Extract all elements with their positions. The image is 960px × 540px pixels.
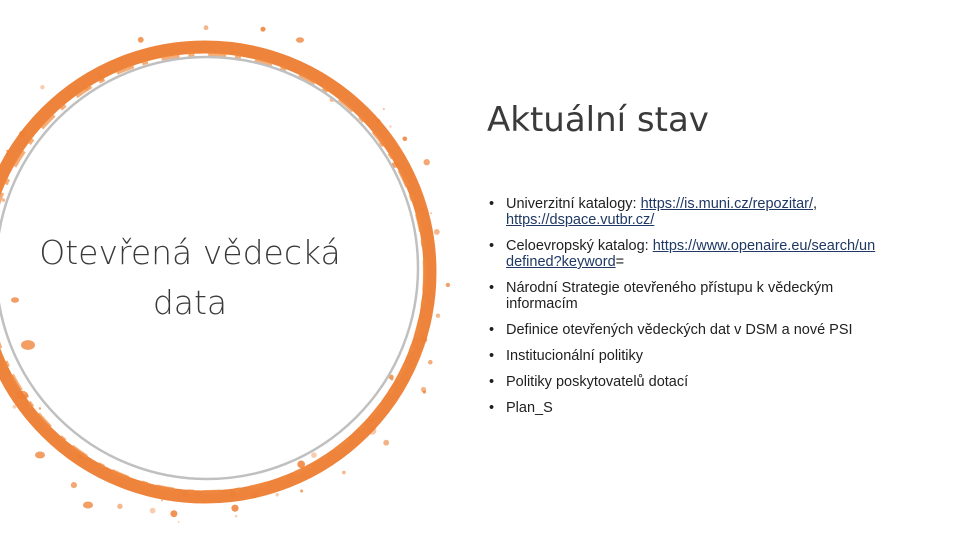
paint-splatter-dot xyxy=(261,27,266,32)
bullet-european-catalog xyxy=(487,238,877,270)
paint-splatter-dot xyxy=(39,407,41,409)
paint-splatter-blob xyxy=(83,502,93,509)
slide-title: Aktuální stav xyxy=(487,100,709,140)
paint-splatter-dot xyxy=(178,521,180,523)
link-openaire-search[interactable]: https://www.openaire.eu/search/undefined?keyword xyxy=(506,238,876,270)
paint-splatter-blob xyxy=(11,297,19,303)
paint-splatter-dot xyxy=(275,493,279,497)
section-title-line-2: data xyxy=(152,283,228,322)
paint-splatter-dot xyxy=(150,508,156,514)
paint-splatter-blob xyxy=(21,340,35,350)
paint-splatter-dot xyxy=(391,378,394,381)
paint-splatter-dot xyxy=(383,108,385,110)
link-suffix: = xyxy=(615,254,625,270)
bullet-list xyxy=(487,196,877,426)
paint-splatter-dot xyxy=(40,85,44,89)
bullet-definition-open-data: • Definice otevřených vědeckých dat v DSM a nové PSI xyxy=(487,322,877,338)
bullet-text: Celoevropský katalog: xyxy=(506,238,649,254)
paint-splatter-dot xyxy=(389,125,391,127)
paint-splatter-dot xyxy=(138,37,144,43)
link-muni-repository[interactable]: https://is.muni.cz/repozitar/ xyxy=(640,196,814,212)
paint-splatter-dot xyxy=(300,490,303,493)
paint-splatter-dot xyxy=(204,25,209,30)
bullet-plan-s: • Plan_S xyxy=(487,400,877,416)
paint-splatter-blob xyxy=(35,452,45,459)
section-title xyxy=(20,228,360,328)
paint-splatter-dot xyxy=(170,510,177,517)
paint-splatter-dot xyxy=(436,314,440,318)
paint-splatter-dot xyxy=(231,505,238,512)
paint-splatter-dot xyxy=(235,515,238,518)
paint-splatter-dot xyxy=(71,482,77,488)
paint-splatter-dot xyxy=(430,212,432,214)
bullet-funder-policies: • Politiky poskytovatelů dotací xyxy=(487,374,877,390)
bullet-institutional-policies: • Institucionální politiky xyxy=(487,348,877,364)
paint-splatter-dot xyxy=(428,360,433,365)
paint-splatter-dot xyxy=(434,229,440,235)
paint-splatter-dot xyxy=(161,500,163,502)
paint-splatter-dot xyxy=(424,159,430,165)
paint-splatter-dot xyxy=(403,137,408,142)
paint-splatter-dot xyxy=(446,283,450,287)
paint-splatter-dot xyxy=(311,452,317,458)
paint-splatter-dot xyxy=(2,198,6,202)
section-title-line-1: Otevřená vědecká xyxy=(39,233,341,272)
link-separator: , xyxy=(813,196,818,212)
link-vutbr-dspace[interactable]: https://dspace.vutbr.cz/ xyxy=(506,212,655,228)
paint-splatter-dot xyxy=(13,405,17,409)
bullet-university-catalogs xyxy=(487,196,877,228)
paint-splatter-dot xyxy=(423,390,426,393)
paint-splatter-dot xyxy=(383,440,389,446)
paint-splatter-dot xyxy=(342,471,346,475)
bullet-text: Univerzitní katalogy: xyxy=(506,196,637,212)
paint-splatter-blob xyxy=(296,37,304,43)
paint-splatter-dot xyxy=(117,504,122,509)
bullet-national-strategy: • Národní Strategie otevřeného přístupu k vědeckým informacím xyxy=(487,280,877,312)
